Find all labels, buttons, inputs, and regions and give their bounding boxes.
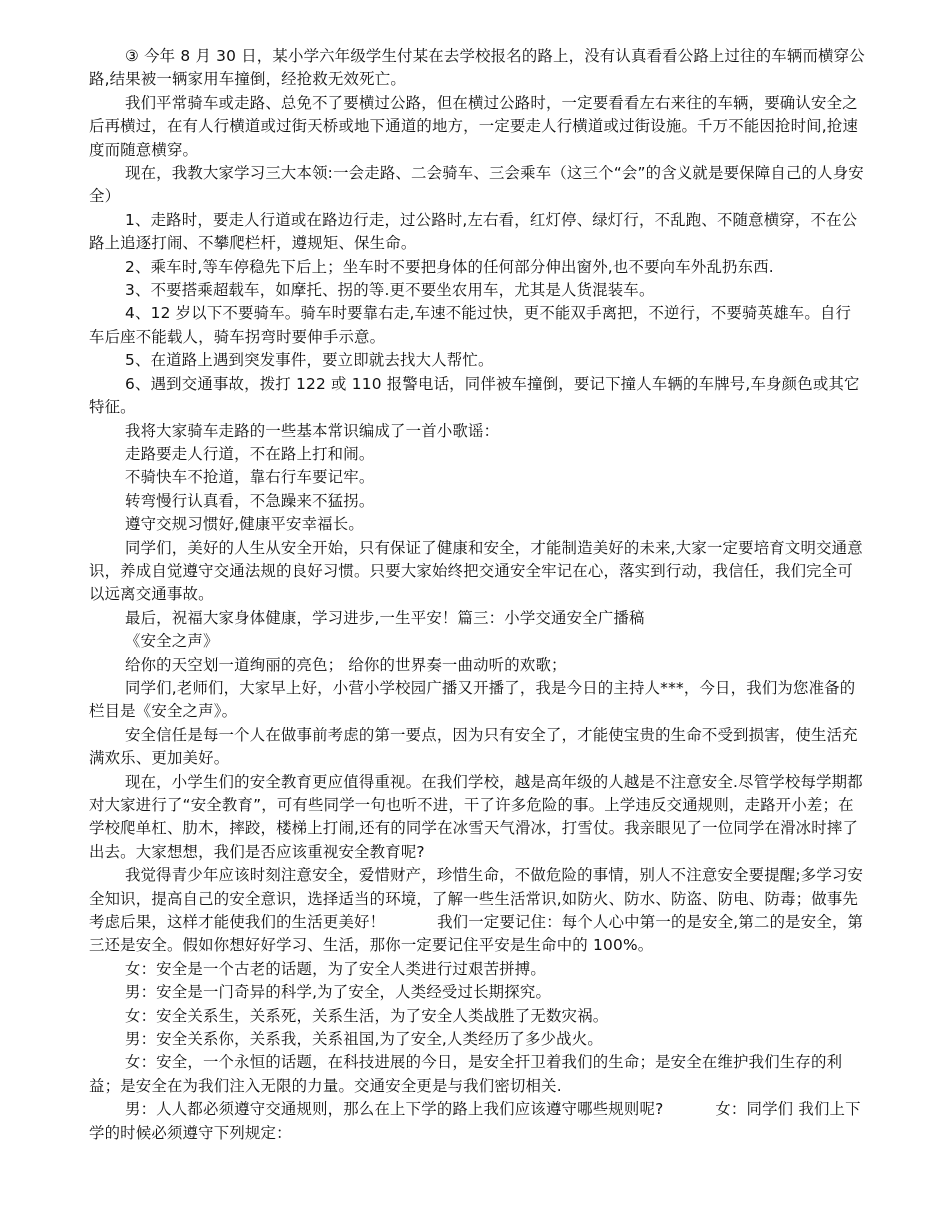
dialogue-line: 女：安全是一个古老的话题，为了安全人类进行过艰苦拼搏。 <box>125 959 546 978</box>
dialogue-line: 男：人人都必须遵守交通规则，那么在上下学的路上我们应该遵守哪些规则呢? 女：同学们 我们上下学的时候必须遵守下列规定： <box>89 1100 861 1142</box>
song-line: 不骑快车不抢道，靠右行车要记牢。 <box>125 468 375 487</box>
dialogue-line: 男：安全关系你，关系我，关系祖国,为了安全,人类经历了多少战火。 <box>125 1030 603 1049</box>
song-line: 转弯慢行认真看，不急躁来不猛拐。 <box>125 491 375 510</box>
document-body <box>89 45 865 1145</box>
paragraph: 6、遇到交通事故，拨打 122 或 110 报警电话，同伴被车撞倒，要记下撞人车辆的车牌号,车身颜色或其它特征。 <box>89 374 860 417</box>
paragraph: 我将大家骑车走路的一些基本常识编成了一首小歌谣： <box>125 421 500 440</box>
paragraph: 3、不要搭乘超载车，如摩托、拐的等.更不要坐农用车，尤其是人货混装车。 <box>125 281 655 300</box>
paragraph: 现在，小学生们的安全教育更应值得重视。在我们学校，越是高年级的人越是不注意安全.尽管学校每学期都对大家进行了“安全教育”，可有些同学一句也听不进，干了许多危险的事。上学违反交通规则，走路开小差；在学校爬单杠、肋木，摔跤，楼梯上打闹,还有的同学在冰雪天气滑冰，打雪仗。我亲眼见了一位同学在滑冰时摔了出去。大家想想，我们是否应该重视安全教育呢? <box>89 772 863 861</box>
paragraph: 安全信任是每一个人在做事前考虑的第一要点，因为只有安全了，才能使宝贵的生命不受到损害，使生活充满欢乐、更加美好。 <box>89 725 858 768</box>
paragraph: 现在，我教大家学习三大本领:一会走路、二会骑车、三会乘车（这三个“会”的含义就是要保障自己的人身安全） <box>89 164 864 206</box>
dialogue-line: 女：安全关系生，关系死，关系生活，为了安全人类战胜了无数灾祸。 <box>125 1006 609 1025</box>
song-line: 走路要走人行道，不在路上打和闹。 <box>125 444 375 463</box>
dialogue-line: 女：安全，一个永恒的话题，在科技进展的今日，是安全扞卫着我们的生命；是安全在维护我们生存的利益；是安全在为我们注入无限的力量。交通安全更是与我们密切相关. <box>89 1053 843 1095</box>
paragraph: 最后，祝福大家身体健康，学习进步,一生平安！篇三：小学交通安全广播稿 <box>125 608 645 627</box>
paragraph: 1、走路时，要走人行道或在路边行走，过公路时,左右看，红灯停、绿灯行，不乱跑、不随意横穿，不在公路上追逐打闹、不攀爬栏杆，遵规矩、保生命。 <box>89 210 858 253</box>
dialogue-line: 男：安全是一门奇异的科学,为了安全，人类经受过长期探究。 <box>125 983 552 1002</box>
paragraph: 我觉得青少年应该时刻注意安全，爱惜财产，珍惜生命，不做危险的事情，别人不注意安全要提醒;多学习安全知识，提高自己的安全意识，选择适当的环境，了解一些生活常识,如防火、防水、防盗、防电、防毒；做事先考虑后果，这样才能使我们的生活更美好！ 我们一定要记住：每个人心中第一的是安全,第二的是安全，第三还是安全。假如你想好好学习、生活，那你一定要记住平安是生命中的 100%。 <box>89 866 864 955</box>
paragraph: 同学们,老师们，大家早上好，小营小学校园广播又开播了，我是今日的主持人***，今日，我们为您准备的栏目是《安全之声》。 <box>89 678 856 721</box>
paragraph: 同学们，美好的人生从安全开始，只有保证了健康和安全，才能制造美好的未来,大家一定要培育文明交通意识，养成自觉遵守交通法规的良好习惯。只要大家始终把交通安全牢记在心，落实到行动，我信任，我们完全可以远离交通事故。 <box>89 538 863 604</box>
paragraph: 给你的天空划一道绚丽的亮色； 给你的世界奏一曲动听的欢歌； <box>125 655 567 674</box>
paragraph: 我们平常骑车或走路、总免不了要横过公路，但在横过公路时，一定要看看左右来往的车辆，要确认安全之后再横过，在有人行横道或过街天桥或地下通道的地方，一定要走人行横道或过街设施。千万不能因抢时间,抢速度而随意横穿。 <box>89 93 859 159</box>
section-title: 《安全之声》 <box>125 632 219 651</box>
paragraph: 4、12 岁以下不要骑车。骑车时要靠右走,车速不能过快，更不能双手离把，不逆行，不要骑英雄车。自行车后座不能载人，骑车拐弯时要伸手示意。 <box>89 304 852 346</box>
paragraph: 5、在道路上遇到突发事件，要立即就去找大人帮忙。 <box>125 351 494 370</box>
paragraph: 2、乘车时,等车停稳先下后上；坐车时不要把身体的任何部分伸出窗外,也不要向车外乱扔东西. <box>125 257 774 276</box>
song-line: 遵守交规习惯好,健康平安幸福长。 <box>125 515 364 534</box>
paragraph: ③ 今年 8 月 30 日，某小学六年级学生付某在去学校报名的路上，没有认真看看公路上过往的车辆而横穿公路,结果被一辆家用车撞倒，经抢救无效死亡。 <box>89 47 865 89</box>
